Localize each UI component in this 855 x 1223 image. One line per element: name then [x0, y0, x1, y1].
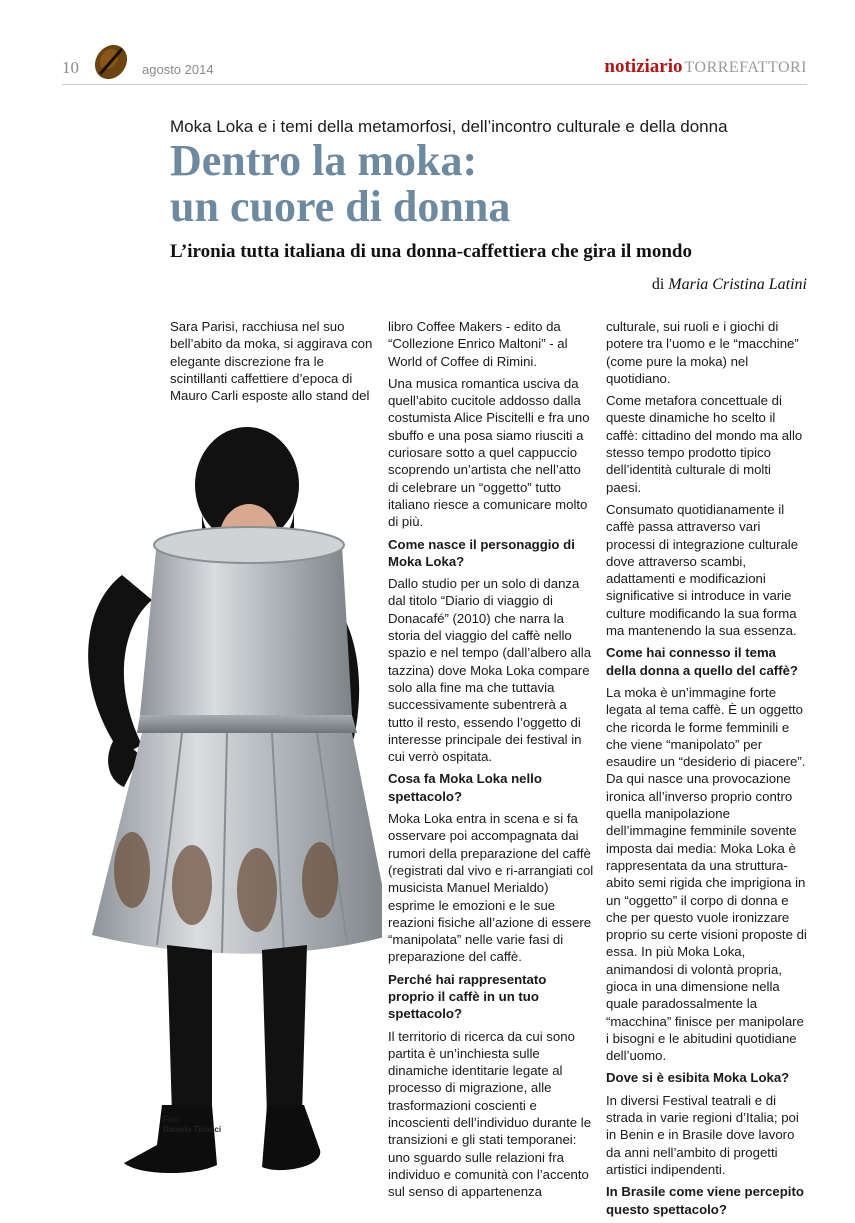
header-divider	[62, 84, 807, 85]
title-line-2: un cuore di donna	[170, 182, 511, 231]
coffee-bean-icon	[92, 42, 130, 82]
interview-answer: Il territorio di ricerca da cui sono partita è un’inchiesta sulle dinamiche identitarie legate al processo di migrazione, alle trasformazioni coscienti e incoscienti dell’individuo durante le transizioni e gli stati temporanei: uno sguardo sulle relazioni fra individuo e comunità con l’accento sul senso di appartenenza	[388, 1028, 592, 1200]
paragraph: Consumato quotidianamente il caffè passa attraverso vari processi di integrazione culturale dove attraverso scambi, adattamenti e modificazioni significative si introduce in varie culture modificando la sua forma ma mantenendo la sua essenza.	[606, 501, 799, 639]
paragraph: libro Coffee Makers - edito da “Collezione Enrico Maltoni” - al World of Coffee di Rimini.	[388, 319, 568, 369]
publication-brand	[604, 56, 807, 78]
article-title	[170, 138, 510, 230]
paragraph: Come metafora concettuale di queste dinamiche ho scelto il caffè: cittadino del mondo ma allo stesso tempo prodotto tipico dell’identità culturale di molti paesi.	[606, 393, 803, 495]
page-header	[0, 0, 855, 90]
byline	[652, 276, 807, 294]
article-kicker: Moka Loka e i temi della metamorfosi, dell’incontro culturale e della donna	[170, 117, 728, 136]
interview-question: Come hai connesso il tema della donna a quello del caffè?	[606, 645, 798, 678]
interview-answer: Dallo studio per un solo di danza dal titolo “Diario di viaggio di Donacafé” (2010) che narra la storia del viaggio del caffè nello spazio e nel tempo (dall’albero alla tazzina) dove Moka Loka compare solo alla fine ma che tuttavia successivamente subentrerà a tutto il resto, essendo l’oggetto di interesse principale dei festival in cui verrò ospitata.	[388, 576, 592, 765]
photo-credit-label: Foto:	[163, 1115, 182, 1124]
paragraph: Una musica romantica usciva da quell’abito cucitole addosso dalla costumista Alice Piscitelli e fra uno sbuffo e una posa siamo riusciti a curiosare sotto a quel cappuccio scoprendo un’artista che nell’atto di celebrare un “oggetto” tutto italiano riesce a comunicare molto di più.	[388, 375, 590, 530]
byline-prefix: di	[651, 276, 665, 293]
article-column-2	[388, 318, 594, 1206]
issue-date: agosto 2014	[142, 62, 214, 77]
interview-answer: Moka Loka entra in scena e si fa osservare poi accompagnata dai rumori della preparazione del caffè (registrati dal vivo e ri-arrangiati col musicista Manuel Merialdo) esprime le emozioni e le sue reazioni fisiche all’azione di essere “manipolata” nelle varie fasi di preparazione del caffè.	[388, 811, 594, 965]
article-column-1	[170, 318, 375, 409]
interview-question: Cosa fa Moka Loka nello spettacolo?	[388, 771, 542, 804]
interview-question: Come nasce il personaggio di Moka Loka?	[388, 536, 575, 569]
photo-credit-name: Daniela Tinacci	[163, 1125, 222, 1134]
moka-costume-photo	[62, 415, 382, 1185]
interview-answer: In diversi Festival teatrali e di strada in varie regioni d’Italia; poi in Benin e in Brasile dove lavoro da anni nell’ambito di progetti artistici indipendenti.	[606, 1092, 799, 1177]
brand-subtitle: TORREFATTORI	[684, 59, 807, 76]
interview-question: In Brasile come viene percepito questo spettacolo?	[606, 1184, 804, 1217]
interview-answer: La moka è un’immagine forte legata al tema caffè. È un oggetto che ricorda le forme femminili e che viene “manipolato” per esaudire un “desiderio di piacere”. Da qui nasce una provocazione ironica all’inverso proprio contro quella manipolazione dell’immagine femminile sovente imposta dai media: Moka Loka è rappresentata da una struttura-abito semi rigida che imprigiona in un “oggetto” il corpo di donna e che per questo vuole ironizzare proprio su certe visioni proposte di essa. In più Moka Loka, animandosi di volontà propria, gioca in una dimensione nella quale paradossalmente la “macchina” finisce per manipolare i bisogni e le abitudini quotidiane dell’uomo.	[606, 684, 807, 1064]
article-column-3	[606, 318, 808, 1223]
brand-name: notiziario	[604, 56, 683, 77]
article-subtitle: L’ironia tutta italiana di una donna-caffettiera che gira il mondo	[170, 241, 692, 262]
interview-question: Dove si è esibita Moka Loka?	[606, 1070, 790, 1086]
photo-credit	[163, 1115, 221, 1135]
page-number: 10	[62, 58, 79, 77]
paragraph: Sara Parisi, racchiusa nel suo bell’abito da moka, si aggirava con elegante discrezione fra le scintillanti caffettiere d’epoca di Mauro Carli esposte allo stand del	[170, 319, 373, 404]
paragraph: culturale, sui ruoli e i giochi di potere tra l’uomo e le “macchine” (come pure la moka) nel quotidiano.	[606, 319, 799, 386]
interview-question: Perché hai rappresentato proprio il caffè in un tuo spettacolo?	[388, 971, 547, 1022]
byline-author: Maria Cristina Latini	[668, 276, 807, 293]
title-line-1: Dentro la moka:	[170, 136, 478, 185]
